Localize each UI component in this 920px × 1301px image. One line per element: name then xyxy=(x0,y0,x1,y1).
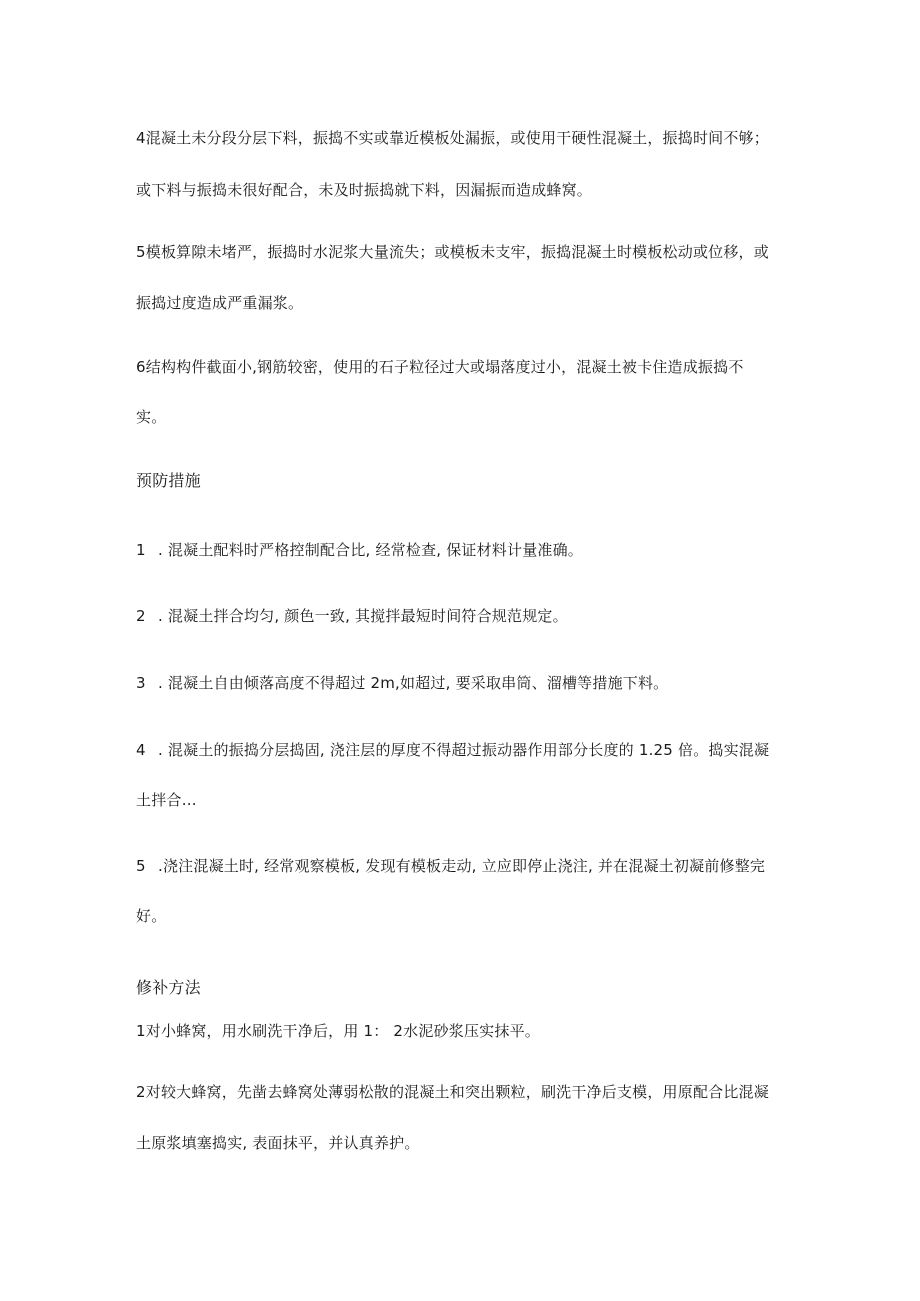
prevention-item-1-number: 1 xyxy=(136,541,146,559)
prevention-item-4-number: 4 xyxy=(136,741,146,759)
repair-item-1: 1对小蜂窝，用水刷洗干净后，用 1： 2水泥砂浆压实抹平。 xyxy=(136,1022,540,1040)
repair-item-2-line-1: 2对较大蜂窝，先凿去蜂窝处薄弱松散的混凝土和突出颗粒，刷洗干净后支模，用原配合比混凝 xyxy=(136,1083,769,1101)
prevention-item-3-text: . 混凝土自由倾落高度不得超过 2m,如超过, 要采取串筒、溜槽等措施下料。 xyxy=(158,674,669,692)
repair-item-2-line-2: 土原浆填塞捣实, 表面抹平，并认真养护。 xyxy=(136,1134,420,1152)
prevention-item-5-number: 5 xyxy=(136,857,146,875)
prevention-item-4-text: . 混凝土的振捣分层捣固, 浇注层的厚度不得超过振动器作用部分长度的 1.25 倍。捣实混凝 xyxy=(158,741,770,759)
prevention-item-1-text: . 混凝土配料时严格控制配合比, 经常检查, 保证材料计量准确。 xyxy=(158,541,584,559)
prevention-item-2-number: 2 xyxy=(136,607,146,625)
prevention-item-5 xyxy=(136,856,765,876)
cause-6-line-1: 6结构构件截面小,钢筋较密，使用的石子粒径过大或塌落度过小，混凝土被卡住造成振捣不 xyxy=(136,358,744,376)
prevention-item-3 xyxy=(136,673,668,693)
cause-4-line-2: 或下料与振捣未很好配合，未及时振捣就下料，因漏振而造成蜂窝。 xyxy=(136,181,593,199)
cause-4-line-1: 4混凝土未分段分层下料，振捣不实或靠近模板处漏振，或使用干硬性混凝土，振捣时间不够； xyxy=(136,129,769,147)
prevention-item-4-continuation: 土拌合… xyxy=(136,791,197,809)
repair-heading: 修补方法 xyxy=(136,978,201,997)
prevention-heading: 预防措施 xyxy=(136,471,201,490)
prevention-item-5-text: .浇注混凝土时, 经常观察模板, 发现有模板走动, 立应即停止浇注, 并在混凝土初凝前修整完 xyxy=(158,857,766,875)
cause-5-line-2: 振捣过度造成严重漏浆。 xyxy=(136,294,304,312)
prevention-item-2-text: . 混凝土拌合均匀, 颜色一致, 其搅拌最短时间符合规范规定。 xyxy=(158,607,568,625)
prevention-item-5-continuation: 好。 xyxy=(136,907,167,925)
cause-5-line-1: 5模板算隙未堵严，振捣时水泥浆大量流失；或模板未支牢，振捣混凝土时模板松动或位移，或 xyxy=(136,243,769,261)
cause-6-line-2: 实。 xyxy=(136,408,167,426)
prevention-item-1 xyxy=(136,540,583,560)
prevention-item-3-number: 3 xyxy=(136,674,146,692)
prevention-item-4 xyxy=(136,740,769,760)
prevention-item-2 xyxy=(136,606,568,626)
